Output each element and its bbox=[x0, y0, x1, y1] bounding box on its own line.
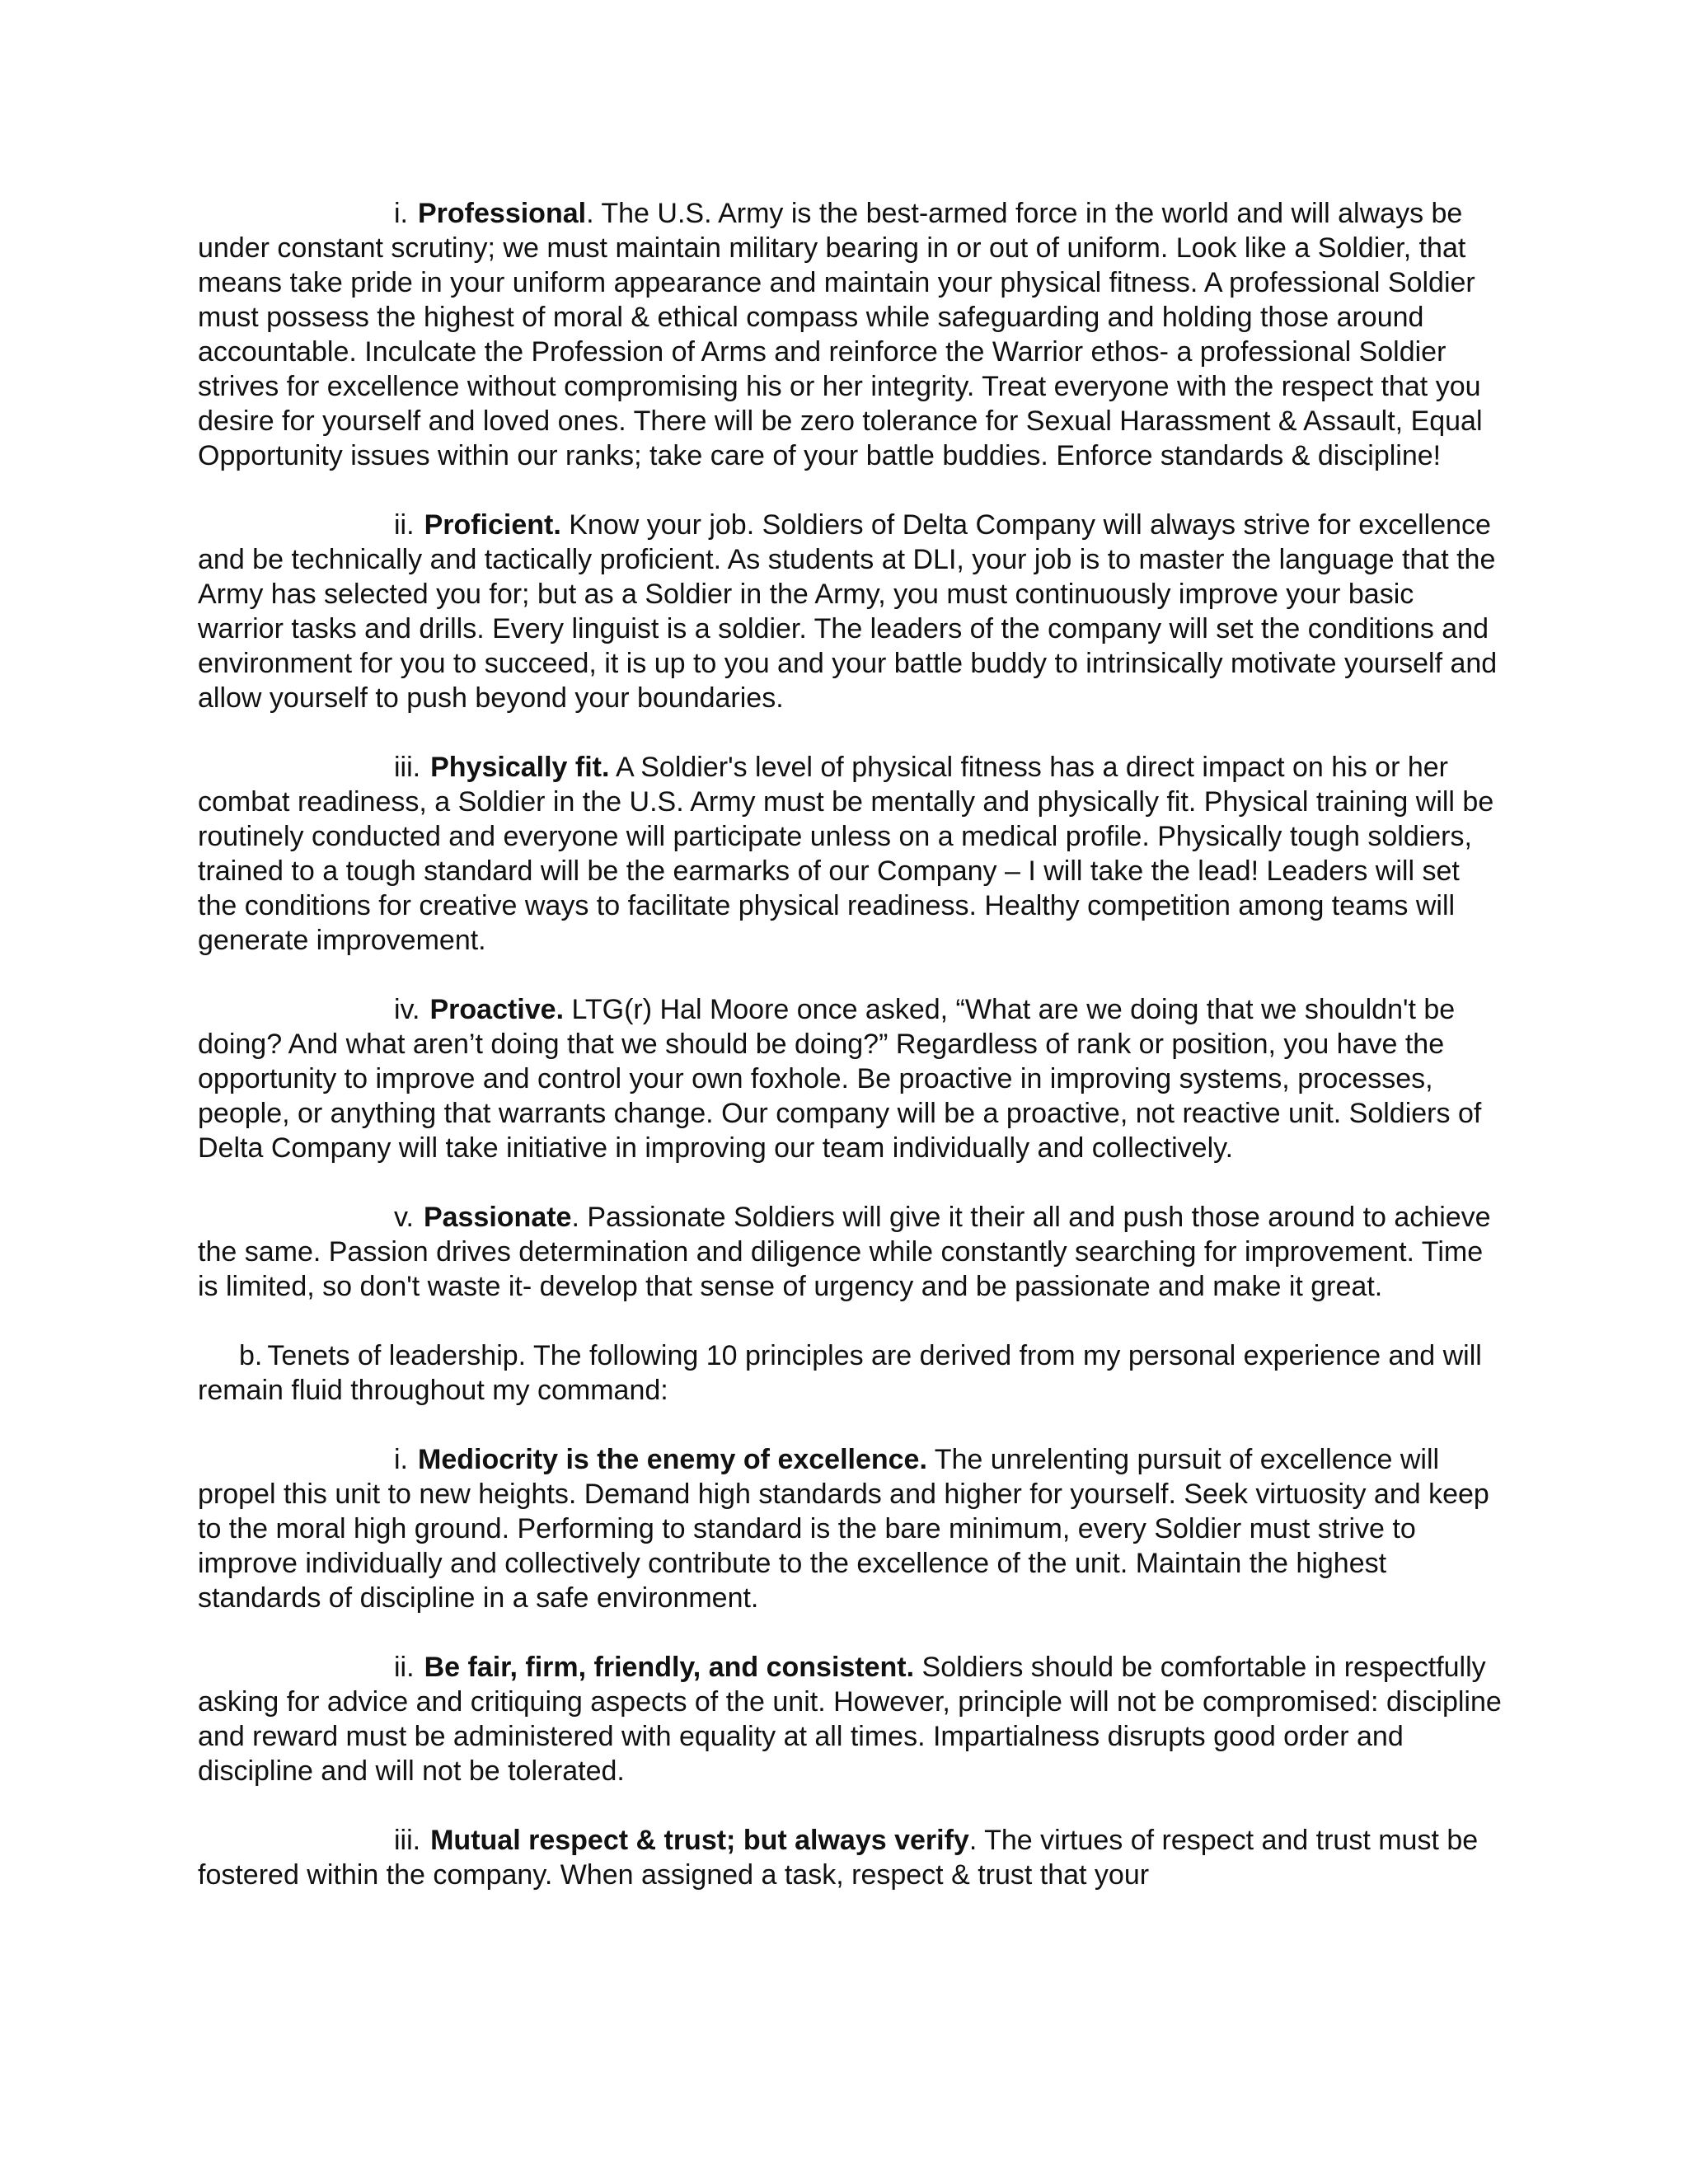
paragraph-passionate bbox=[198, 1200, 1504, 1304]
item-text: . The virtues of respect and trust must be fostered within the company. When assigned a task, respect & trust that your bbox=[198, 1825, 1479, 1891]
paragraph-physically-fit bbox=[198, 750, 1504, 958]
item-numeral: ii. bbox=[394, 1652, 415, 1683]
item-numeral: i. bbox=[394, 1444, 408, 1475]
item-heading: Mediocrity is the enemy of excellence. bbox=[418, 1444, 927, 1475]
section-b-tenets bbox=[198, 1338, 1504, 1408]
item-text: The unrelenting pursuit of excellence will propel this unit to new heights. Demand high standards and higher for yourself. Seek virtuosity and keep to the moral high ground. Performing to standard is the bare minimum, every Soldier must strive to improve individually and collectively contribute to the excellence of the unit. Maintain the highest standards of discipline in a safe environment. bbox=[198, 1444, 1489, 1614]
document-body bbox=[198, 196, 1504, 1892]
item-heading: Physically fit. bbox=[430, 752, 610, 783]
item-numeral: iv. bbox=[394, 994, 420, 1025]
paragraph-mutual-respect bbox=[198, 1823, 1504, 1892]
item-numeral: ii. bbox=[394, 509, 415, 541]
item-heading: Passionate bbox=[423, 1202, 572, 1233]
item-text: A Soldier's level of physical fitness has a direct impact on his or her combat readiness, a Soldier in the U.S. Army must be mentally and physically fit. Physical training will be routinely conducted and everyone will participate unless on a medical profile. Physically tough soldiers, trained to a tough standard will be the earmarks of our Company – I will take the lead! Leaders will set the conditions for creative ways to facilitate physical readiness. Healthy competition among teams will generate improvement. bbox=[198, 752, 1494, 956]
paragraph-proactive bbox=[198, 992, 1504, 1165]
item-heading: Be fair, firm, friendly, and consistent. bbox=[424, 1652, 915, 1683]
item-numeral: v. bbox=[394, 1202, 414, 1233]
paragraph-fair-firm bbox=[198, 1650, 1504, 1788]
item-numeral: i. bbox=[394, 198, 408, 229]
item-heading: Professional bbox=[418, 198, 587, 229]
item-text: . Passionate Soldiers will give it their all and push those around to achieve the same. Passion drives determination and diligence while constantly searching for improvement. Time is limited, so don't waste it- develop that sense of urgency and be passionate and make it great. bbox=[198, 1202, 1491, 1302]
section-text: Tenets of leadership. The following 10 principles are derived from my personal experience and will remain fluid throughout my command: bbox=[198, 1340, 1482, 1406]
item-heading: Mutual respect & trust; but always verify bbox=[430, 1825, 969, 1856]
item-numeral: iii. bbox=[394, 752, 421, 783]
paragraph-proficient bbox=[198, 508, 1504, 715]
section-label: b. bbox=[239, 1340, 263, 1371]
paragraph-professional bbox=[198, 196, 1504, 473]
item-text: . The U.S. Army is the best-armed force in the world and will always be under constant scrutiny; we must maintain military bearing in or out of uniform. Look like a Soldier, that means take pride in your uniform appearance and maintain your physical fitness. A professional Soldier must possess the highest of moral & ethical compass while safeguarding and holding those around accountable. Inculcate the Profession of Arms and reinforce the Warrior ethos- a professional Soldier strives for excellence without compromising his or her integrity. Treat everyone with the respect that you desire for yourself and loved ones. There will be zero tolerance for Sexual Harassment & Assault, Equal Opportunity issues within our ranks; take care of your battle buddies. Enforce standards & discipline! bbox=[198, 198, 1483, 471]
item-heading: Proactive. bbox=[429, 994, 565, 1025]
item-text: LTG(r) Hal Moore once asked, “What are we doing that we shouldn't be doing? And what aren’t doing that we should be doing?” Regardless of rank or position, you have the opportunity to improve and control your own foxhole. Be proactive in improving systems, processes, people, or anything that warrants change. Our company will be a proactive, not reactive unit. Soldiers of Delta Company will take initiative in improving our team individually and collectively. bbox=[198, 994, 1482, 1164]
item-heading: Proficient. bbox=[424, 509, 561, 541]
item-text: Soldiers should be comfortable in respectfully asking for advice and critiquing aspects of the unit. However, principle will not be compromised: discipline and reward must be administered with equality at all times. Impartialness disrupts good order and discipline and will not be tolerated. bbox=[198, 1652, 1502, 1787]
item-text: Know your job. Soldiers of Delta Company will always strive for excellence and be technically and tactically proficient. As students at DLI, your job is to master the language that the Army has selected you for; but as a Soldier in the Army, you must continuously improve your basic warrior tasks and drills. Every linguist is a soldier. The leaders of the company will set the conditions and environment for you to succeed, it is up to you and your battle buddy to intrinsically motivate yourself and allow yourself to push beyond your boundaries. bbox=[198, 509, 1498, 714]
item-numeral: iii. bbox=[394, 1825, 421, 1856]
paragraph-mediocrity bbox=[198, 1442, 1504, 1615]
